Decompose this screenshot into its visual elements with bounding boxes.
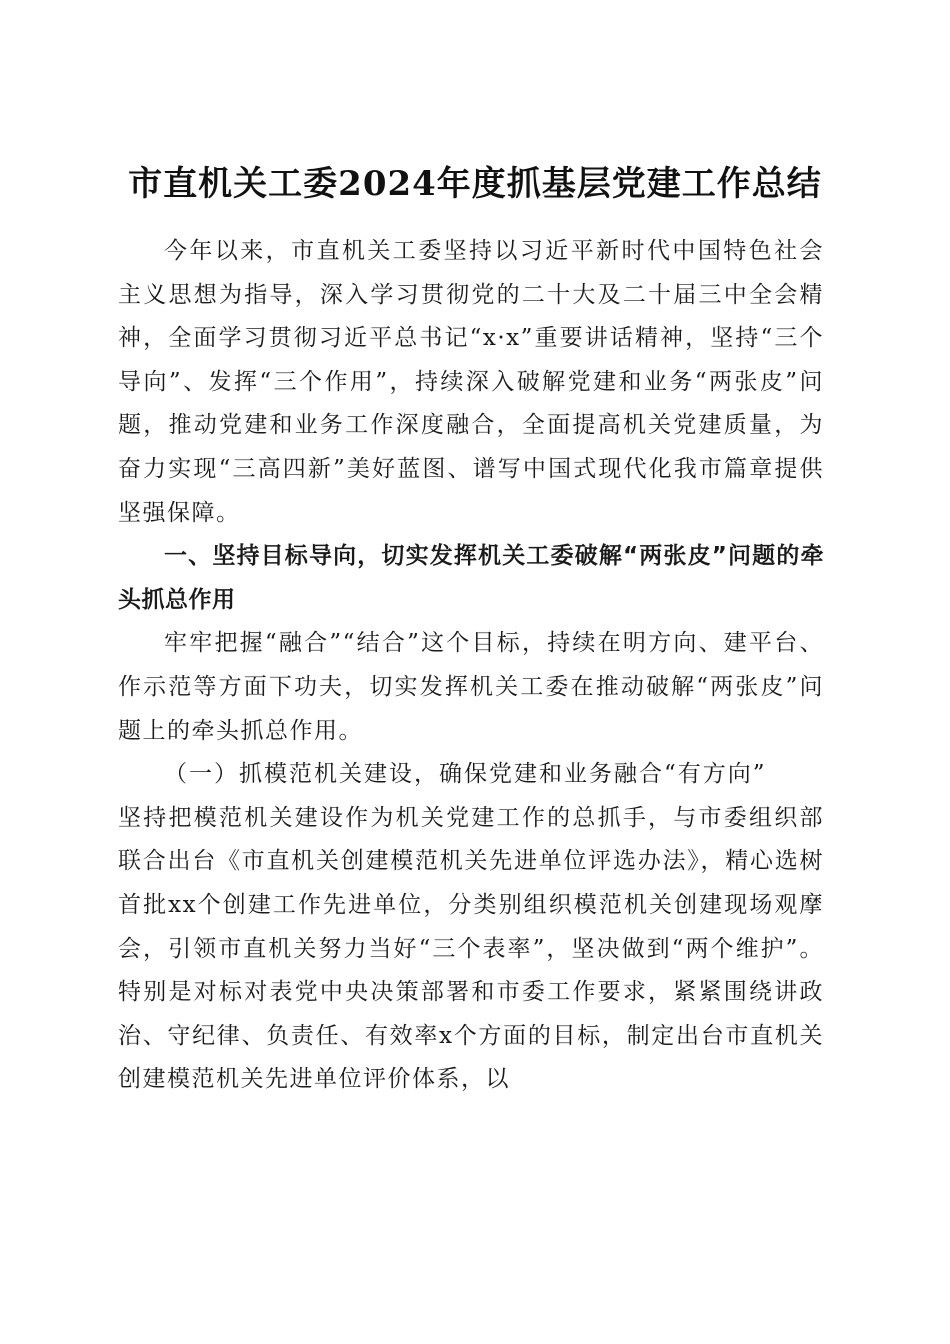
section-1-paragraph: 牢牢把握“融合”“结合”这个目标，持续在明方向、建平台、作示范等方面下功夫，切实发挥机关工委在推动破解“两张皮”问题上的牵头抓总作用。 <box>118 630 824 744</box>
document-title: 市直机关工委2024年度抓基层党建工作总结 <box>128 163 822 204</box>
section-1-heading: 一、坚持目标导向，切实发挥机关工委破解“两张皮”问题的牵头抓总作用 <box>118 543 824 613</box>
subsection-1-paragraph: 坚持把模范机关建设作为机关党建工作的总抓手，与市委组织部联合出台《市直机关创建模范机关先进单位评选办法》，精心选树首批xx个创建工作先进单位，分类别组织模范机关创建现场观摩会，引领市直机关努力当好“三个表率”，坚决做到“两个维护”。特别是对标对表党中央决策部署和市委工作要求，紧紧围绕讲政治、守纪律、负责任、有效率x个方面的目标，制定出台市直机关创建模范机关先进单位评价体系，以 <box>118 804 824 1093</box>
document-body <box>118 230 824 1102</box>
intro-paragraph: 今年以来，市直机关工委坚持以习近平新时代中国特色社会主义思想为指导，深入学习贯彻党的二十大及二十届三中全会精神，全面学习贯彻习近平总书记“x·x”重要讲话精神，坚持“三个导向”、发挥“三个作用”，持续深入破解党建和业务“两张皮”问题，推动党建和业务工作深度融合，全面提高机关党建质量，为奋力实现“三高四新”美好蓝图、谱写中国式现代化我市篇章提供坚强保障。 <box>118 238 824 526</box>
subsection-1-heading: （一）抓模范机关建设，确保党建和业务融合“有方向” <box>164 761 767 788</box>
